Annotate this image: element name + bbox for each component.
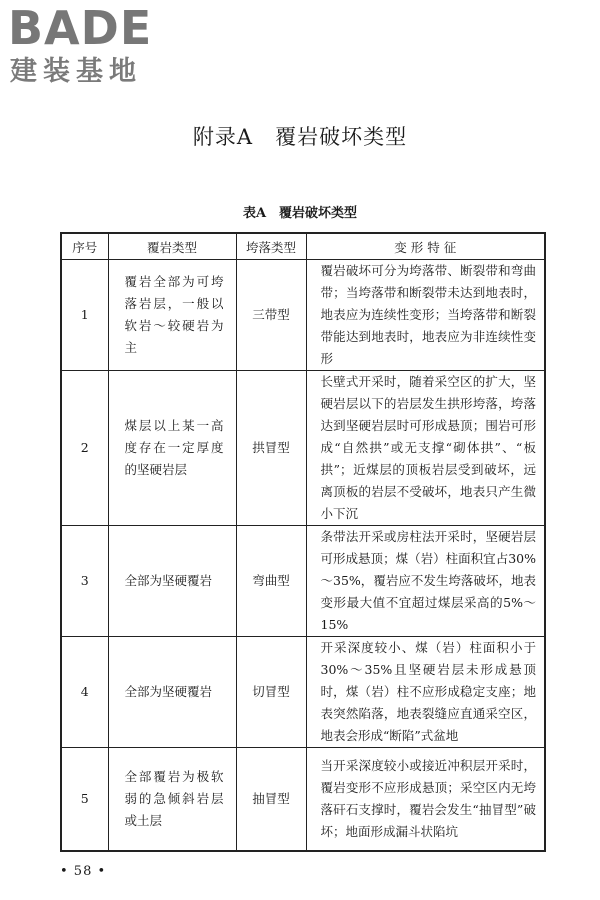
row-rock-type: 煤层以上某一高度存在一定厚度的坚硬岩层 [108,371,236,526]
table-header-row [61,233,545,260]
appendix-title: 附录A 覆岩破坏类型 [192,125,408,149]
table-row [61,637,545,748]
row-no: 4 [61,637,108,748]
row-no: 5 [61,748,108,851]
page-number: • 58 • [60,864,107,879]
row-rock-type: 全部为坚硬覆岩 [108,637,236,748]
row-deformation: 当开采深度较小或接近冲积层开采时，覆岩变形不应形成悬顶；采空区内无垮落矸石支撑时，覆岩会发生“抽冒型”破坏；地面形成漏斗状陷坑 [306,748,545,851]
row-collapse-type: 抽冒型 [236,748,306,851]
header-collapse-type: 垮落类型 [236,233,306,260]
row-deformation: 长壁式开采时，随着采空区的扩大，坚硬岩层以下的岩层发生拱形垮落，垮落达到坚硬岩层时可形成悬顶；围岩可形成“自然拱”或无支撑“砌体拱”、“板拱”；近煤层的顶板岩层受到破坏，远离顶板的岩层不受破坏，地表只产生微小下沉 [306,371,545,526]
row-deformation: 开采深度较小、煤（岩）柱面积小于30%～35%且坚硬岩层未形成悬顶时，煤（岩）柱不应形成稳定支座；地表突然陷落，地表裂缝应直通采空区，地表会形成“断陷”式盆地 [306,637,545,748]
overburden-failure-table [60,232,546,852]
header-rock-type: 覆岩类型 [108,233,236,260]
logo-subtitle: 建装基地 [10,56,142,87]
row-rock-type: 全部覆岩为极软弱的急倾斜岩层或土层 [108,748,236,851]
row-no: 2 [61,371,108,526]
logo-brand: BADE [8,1,153,55]
header-no: 序号 [61,233,108,260]
row-rock-type: 覆岩全部为可垮落岩层，一般以软岩～较硬岩为主 [108,260,236,371]
row-collapse-type: 拱冒型 [236,371,306,526]
table-row [61,371,545,526]
row-collapse-type: 切冒型 [236,637,306,748]
header-deformation: 变 形 特 征 [306,233,545,260]
logo [8,2,188,92]
row-deformation: 条带法开采或房柱法开采时，坚硬岩层可形成悬顶；煤（岩）柱面积宜占30%～35%，覆岩应不发生垮落破坏，地表变形最大值不宜超过煤层采高的5%～15% [306,526,545,637]
table-row [61,526,545,637]
row-deformation: 覆岩破坏可分为垮落带、断裂带和弯曲带；当垮落带和断裂带未达到地表时，地表应为连续性变形；当垮落带和断裂带能达到地表时，地表应为非连续性变形 [306,260,545,371]
table-row [61,748,545,851]
row-rock-type: 全部为坚硬覆岩 [108,526,236,637]
row-collapse-type: 三带型 [236,260,306,371]
row-no: 3 [61,526,108,637]
row-collapse-type: 弯曲型 [236,526,306,637]
table-row [61,260,545,371]
row-no: 1 [61,260,108,371]
table-caption: 表A 覆岩破坏类型 [242,206,358,221]
